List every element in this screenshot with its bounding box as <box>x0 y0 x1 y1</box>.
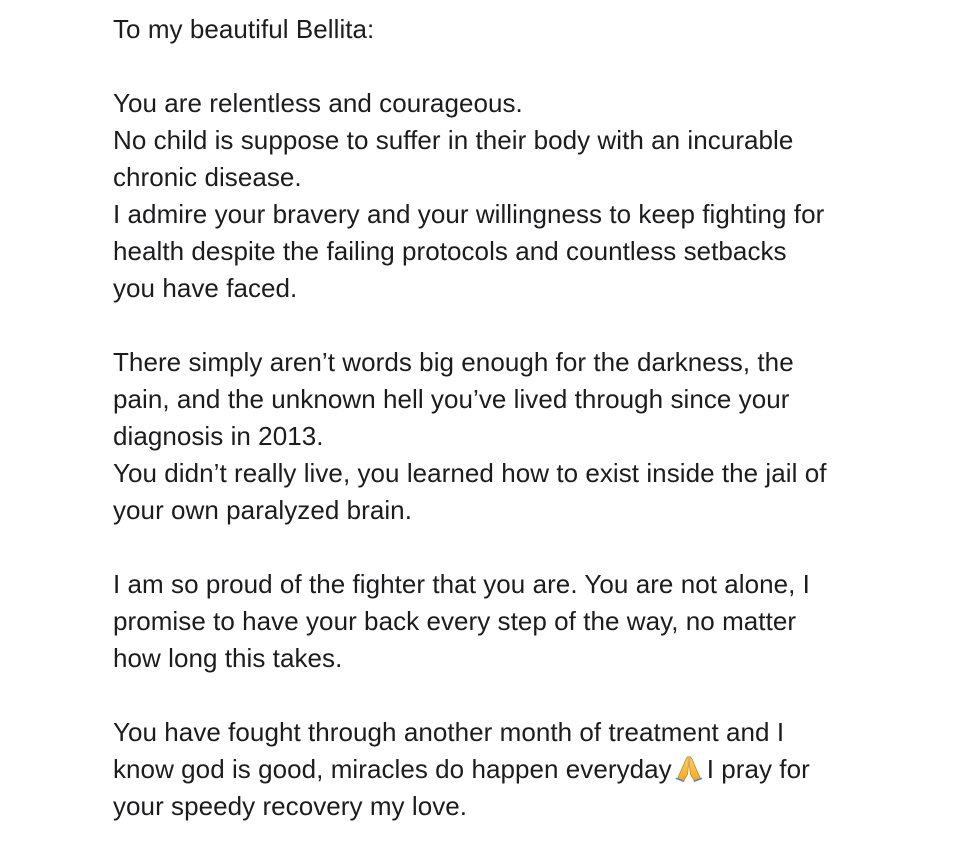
paragraph-gap <box>113 48 943 85</box>
folded-hands-icon <box>674 754 704 782</box>
paragraph-2 <box>113 344 943 529</box>
paragraph-line: You have fought through another month of treatment and I <box>113 717 785 747</box>
paragraph-line: I admire your bravery and your willingness to keep fighting for <box>113 199 825 229</box>
paragraph-line: I am so proud of the fighter that you are. You are not alone, I <box>113 569 810 599</box>
paragraph-line: You didn’t really live, you learned how to exist inside the jail of <box>113 458 827 488</box>
paragraph-gap <box>113 677 943 714</box>
paragraph-3 <box>113 566 943 677</box>
paragraph-line: There simply aren’t words big enough for the darkness, the <box>113 347 794 377</box>
paragraph-line: how long this takes. <box>113 643 343 673</box>
paragraph-4 <box>113 714 943 825</box>
salutation: To my beautiful Bellita: <box>113 14 375 44</box>
paragraph-line: you have faced. <box>113 273 298 303</box>
paragraph-gap <box>113 529 943 566</box>
paragraph-line: promise to have your back every step of the way, no matter <box>113 606 797 636</box>
paragraph-line: health despite the failing protocols and countless setbacks <box>113 236 787 266</box>
paragraph-line: No child is suppose to suffer in their body with an incurable <box>113 125 794 155</box>
emoji-line-text-before: know god is good, miracles do happen everyday <box>113 754 672 784</box>
paragraph-1 <box>113 85 943 307</box>
paragraph-line: diagnosis in 2013. <box>113 421 324 451</box>
emoji-line-text-after: I pray for <box>706 754 810 784</box>
paragraph-line: You are relentless and courageous. <box>113 88 523 118</box>
paragraph-line: chronic disease. <box>113 162 302 192</box>
paragraph-line: pain, and the unknown hell you’ve lived through since your <box>113 384 790 414</box>
letter-body <box>113 11 943 825</box>
paragraph-line: your own paralyzed brain. <box>113 495 412 525</box>
paragraph-gap <box>113 307 943 344</box>
paragraph-line-with-emoji <box>113 751 943 788</box>
paragraph-line: your speedy recovery my love. <box>113 791 468 821</box>
